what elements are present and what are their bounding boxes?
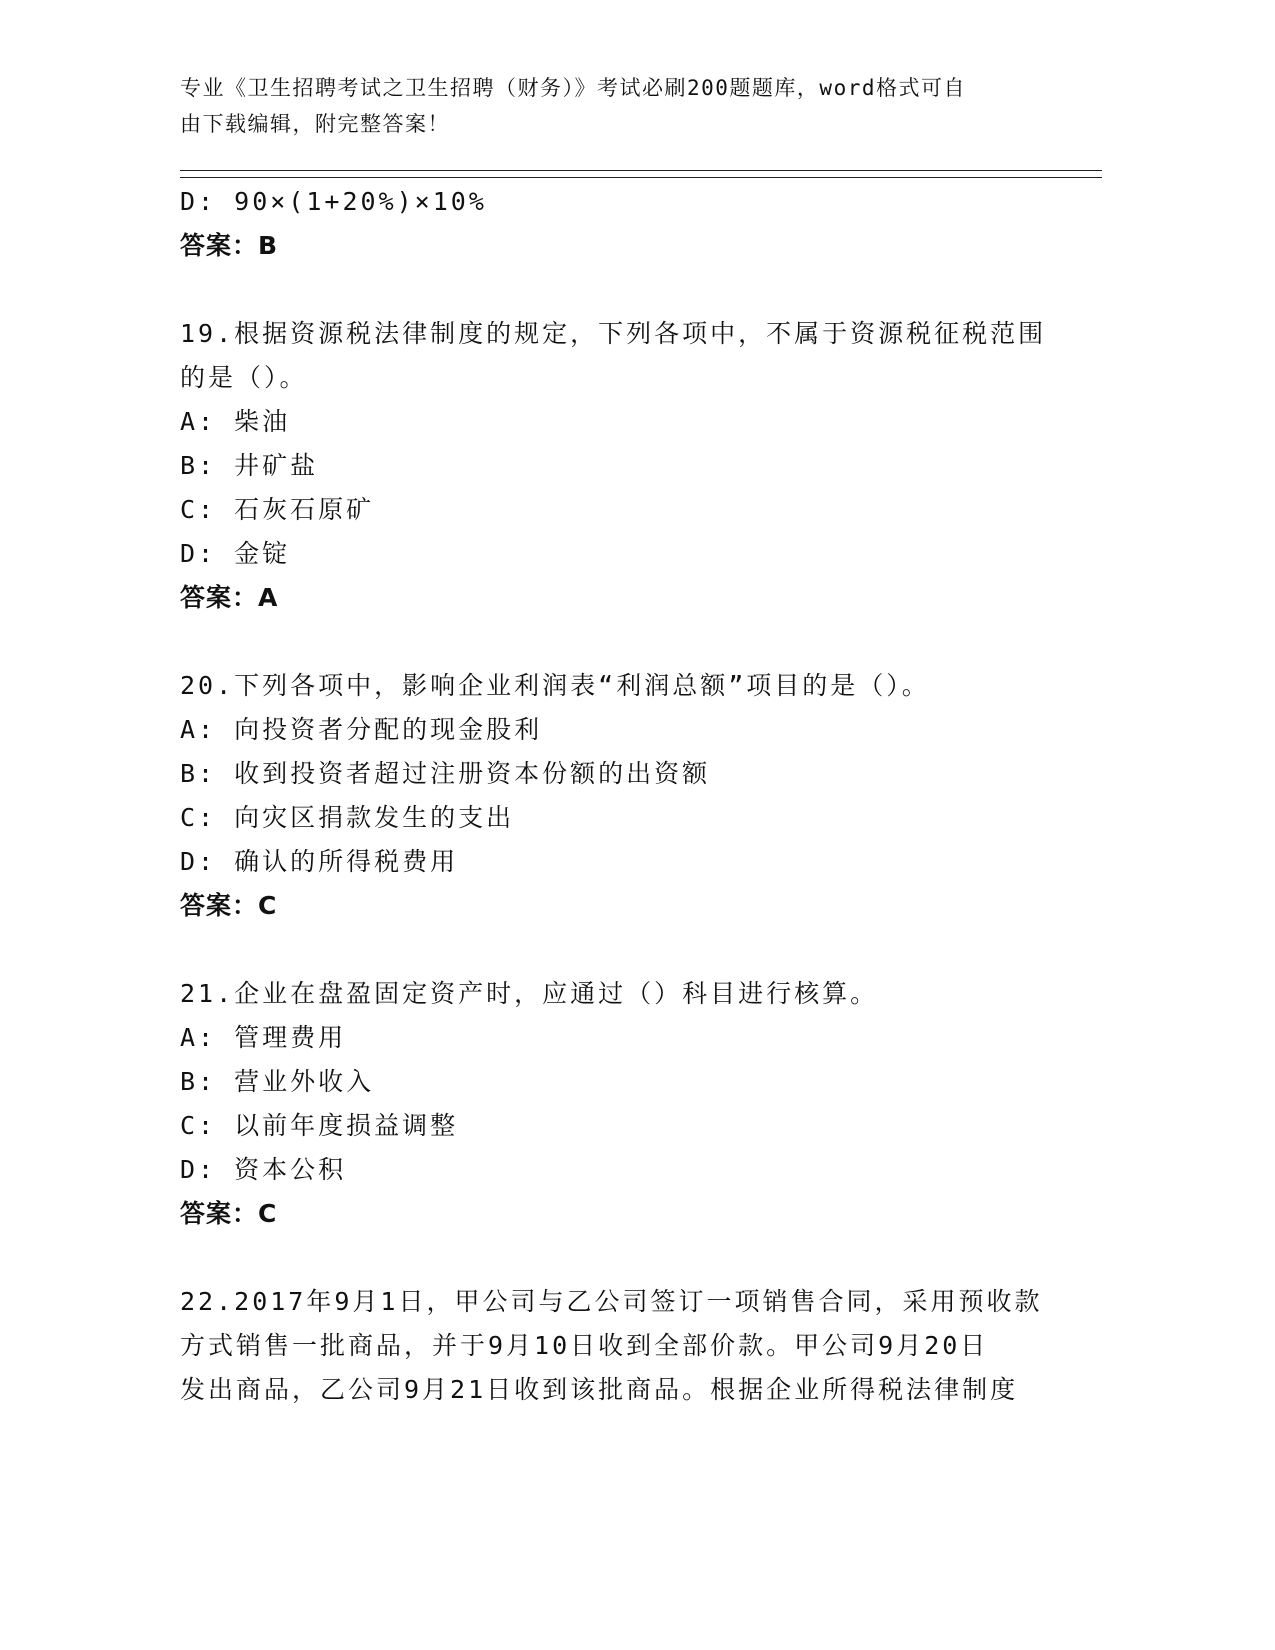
option-d: D: 90×(1+20%)×10% (180, 187, 487, 216)
header-line-2: 由下载编辑，附完整答案！ (180, 112, 450, 136)
answer: 答案：A (180, 583, 279, 612)
question-stem: 的是（）。 (180, 363, 308, 392)
question-stem: 发出商品，乙公司9月21日收到该批商品。根据企业所得税法律制度 (180, 1375, 1019, 1404)
page-header (180, 70, 1040, 142)
option-c: C: 以前年度损益调整 (180, 1111, 459, 1140)
question-22 (180, 1280, 1080, 1412)
option-a: A: 向投资者分配的现金股利 (180, 715, 543, 744)
question-stem: 22.2017年9月1日，甲公司与乙公司签订一项销售合同，采用预收款 (180, 1287, 1043, 1316)
answer: 答案：C (180, 891, 278, 920)
question-stem: 方式销售一批商品，并于9月10日收到全部价款。甲公司9月20日 (180, 1331, 989, 1360)
option-a: A: 管理费用 (180, 1023, 347, 1052)
question-21 (180, 972, 1080, 1236)
header-line-1: 专业《卫生招聘考试之卫生招聘（财务）》考试必刷200题题库，word格式可自 (180, 76, 966, 100)
question-19 (180, 312, 1080, 620)
header-divider-double (180, 177, 1102, 178)
option-b: B: 收到投资者超过注册资本份额的出资额 (180, 759, 711, 788)
option-b: B: 井矿盐 (180, 451, 319, 480)
question-stem: 20.下列各项中，影响企业利润表“利润总额”项目的是（）。 (180, 671, 930, 700)
option-b: B: 营业外收入 (180, 1067, 375, 1096)
option-d: D: 金锭 (180, 539, 291, 568)
answer: 答案：B (180, 231, 279, 260)
question-stem: 21.企业在盘盈固定资产时，应通过（）科目进行核算。 (180, 979, 879, 1008)
answer: 答案：C (180, 1199, 278, 1228)
header-divider (180, 170, 1102, 171)
option-a: A: 柴油 (180, 407, 291, 436)
option-d: D: 资本公积 (180, 1155, 347, 1184)
previous-question-tail (180, 180, 1080, 268)
question-stem: 19.根据资源税法律制度的规定，下列各项中，不属于资源税征税范围 (180, 319, 1047, 348)
option-d: D: 确认的所得税费用 (180, 847, 459, 876)
option-c: C: 向灾区捐款发生的支出 (180, 803, 515, 832)
option-c: C: 石灰石原矿 (180, 495, 375, 524)
question-20 (180, 664, 1080, 928)
question-content (180, 180, 1080, 1412)
